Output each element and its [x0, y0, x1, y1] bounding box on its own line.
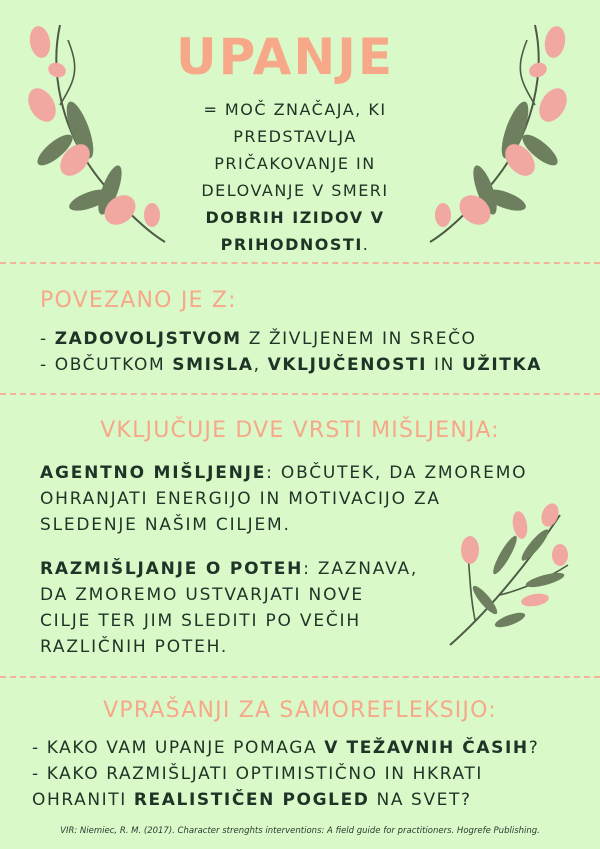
page-title: UPANJE [176, 28, 394, 86]
questions-heading: VPRAŠANJI ZA SAMOREFLEKSIJO: [103, 698, 497, 723]
source-citation: VIR: Niemiec, R. M. (2017). Character strenghts interventions: A field guide for practitioners. Hogrefe Publishing. [60, 826, 540, 836]
definition-bold: DOBRIH IZIDOV V [205, 208, 385, 227]
path-thinking-paragraph: RAZMIŠLJANJE O POTEH: ZAZNAVA, DA ZMOREMO USTVARJATI NOVE CILJE TER JIM SLEDITI PO VEČIH RAZLIČNIH POTEH. [40, 559, 419, 657]
section-divider [0, 262, 600, 264]
list-item: - KAKO RAZMIŠLJATI OPTIMISTIČNO IN HKRATI [32, 764, 483, 784]
list-item: - KAKO VAM UPANJE POMAGA V TEŽAVNIH ČASIH? [32, 738, 540, 758]
section-divider [0, 676, 600, 678]
list-item: - OBČUTKOM SMISLA, VKLJUČENOSTI IN UŽITKA [40, 355, 542, 375]
section-divider [0, 393, 600, 395]
list-item: OHRANITI REALISTIČEN POGLED NA SVET? [32, 790, 472, 810]
definition-bold: PRIHODNOSTI [220, 235, 363, 254]
list-item: - ZADOVOLJSTVOM Z ŽIVLJENEM IN SREČO [40, 329, 477, 349]
agent-thinking-paragraph: AGENTNO MIŠLJENJE: OBČUTEK, DA ZMOREMO OHRANJATI ENERGIJO IN MOTIVACIJO ZA SLEDENJE NAŠIM CILJEM. [40, 463, 528, 535]
definition-line: PRIČAKOVANJE IN [214, 154, 376, 173]
definition-period: . [362, 235, 370, 254]
thinking-heading: VKLJUČUJE DVE VRSTI MIŠLJENJA: [100, 418, 500, 443]
definition-text [180, 96, 410, 258]
questions-list [32, 735, 592, 813]
related-heading: POVEZANO JE Z: [40, 288, 237, 313]
related-list [40, 326, 580, 378]
definition-line: PREDSTAVLJA [233, 127, 357, 146]
definition-line: = MOČ ZNAČAJA, KI [203, 100, 387, 119]
definition-line: DELOVANJE V SMERI [201, 181, 389, 200]
